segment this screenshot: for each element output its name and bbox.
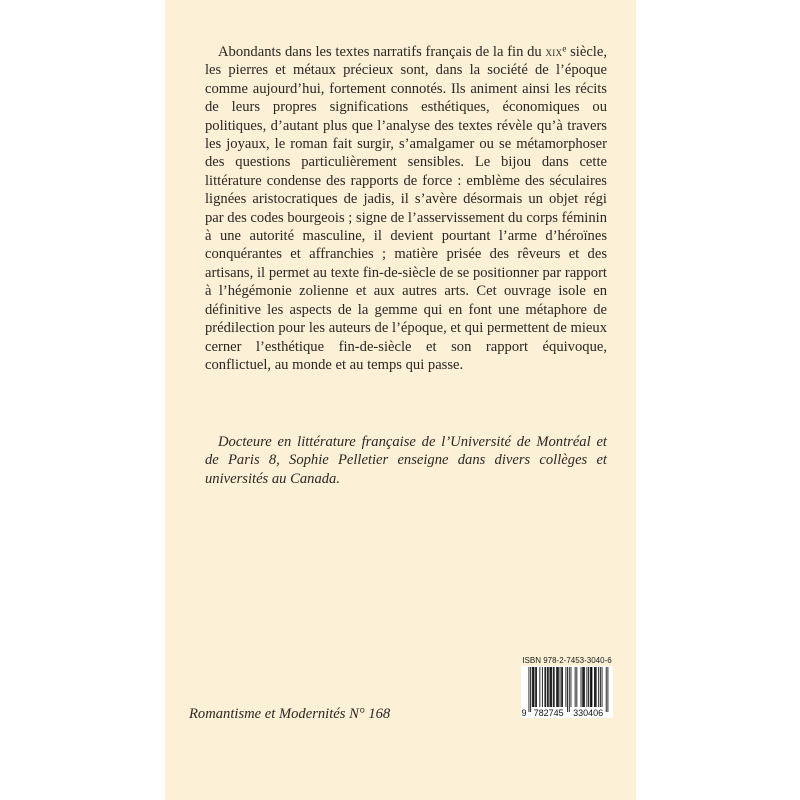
barcode-bar [562, 667, 563, 707]
barcode-bar [588, 667, 589, 707]
barcode-bar [539, 667, 540, 707]
author-bio: Docteure en littérature française de l’Université de Montréal et de Paris 8, Sophie Pelletier enseigne dans divers collèges et universités au Canada. [205, 434, 607, 487]
barcode-bar [532, 667, 533, 707]
barcode-bar [545, 667, 546, 707]
barcode-bar [584, 667, 585, 707]
barcode-bar [529, 667, 530, 712]
barcode-bar [560, 667, 561, 707]
barcode-bar [606, 667, 607, 712]
barcode-bar [596, 667, 597, 707]
barcode-bar [561, 667, 562, 707]
barcode-bar [530, 667, 531, 712]
blurb-text-start: Abondants dans les textes narratifs français de la fin du [218, 44, 546, 60]
barcode-bar [550, 667, 551, 707]
barcode-bar [547, 667, 548, 707]
barcode-bar [544, 667, 545, 707]
barcode-bar [590, 667, 591, 707]
barcode-bar [533, 667, 534, 707]
isbn-barcode [521, 656, 613, 718]
barcode-bar [554, 667, 555, 707]
barcode-digit-first: 9 [521, 708, 527, 718]
barcode-bar [557, 667, 558, 707]
century-superscript: e [562, 43, 567, 54]
barcode-bar [581, 667, 582, 707]
blurb-text-rest: siècle, les pierres et métaux précieux sont, dans la société de l’époque comme aujourd’hui, fortement connotés. Ils animent ainsi les récits de leurs propres significations esthétiques, économiques ou politiques, d’autant plus que l’analyse des textes révèle qu’à travers les joyaux, le roman fait surgir, s’amalgamer ou se métamorphoser des questions particulièrement sensibles. Le bijou dans cette littérature condense des rapports de force : emblème des séculaires lignées aristocratiques de jadis, il s’avère désormais un objet régi par des codes bourgeois ; signe de l’asservissement du corps féminin à une autorité masculine, il devient pourtant l’arme d’héroïnes conquérantes et affranchies ; matière prisée des rêveurs et des artisans, il permet au texte fin-de-siècle de se positionner par rapport à l’hégémonie zolienne et aux autres arts. Cet ouvrage isole en définitive les aspects de la gemme qui en font une métaphore de prédilection pour les auteurs de l’époque, et qui permettent de mieux cerner l’esthétique fin-de-siècle et son rapport équivoque, conflictuel, au monde et au temps qui passe. [205, 44, 607, 373]
isbn-label: ISBN 978-2-7453-3040-6 [522, 656, 612, 665]
barcode-bar [536, 667, 537, 707]
barcode-bar [592, 667, 593, 707]
barcode-bar [569, 667, 570, 712]
barcode-bar [548, 667, 549, 707]
barcode-bar [551, 667, 552, 707]
barcode-digits-right: 330406 [573, 708, 604, 718]
barcode-bar [556, 667, 557, 707]
series-title: Romantisme et Modernités N° 168 [189, 706, 391, 722]
barcode-bar [598, 667, 599, 707]
barcode-bar [558, 667, 559, 707]
barcode-bar [607, 667, 608, 712]
back-cover [165, 0, 636, 800]
barcode-bar [553, 667, 554, 707]
barcode-bar [600, 667, 601, 707]
barcode-bar [575, 667, 576, 707]
century-numeral: xix [545, 44, 563, 59]
barcode-bar [534, 667, 535, 707]
barcode-bar [595, 667, 596, 707]
barcode-bar [586, 667, 587, 707]
barcode-bar [550, 667, 551, 707]
barcode-bar [591, 667, 592, 707]
barcode-bar [602, 667, 603, 707]
barcode-bar [594, 667, 595, 707]
barcode-bar [576, 667, 577, 707]
barcode-bar [571, 667, 572, 707]
barcode-bar [582, 667, 583, 707]
barcode-bar [565, 667, 566, 707]
barcode-bar [583, 667, 584, 707]
blurb-paragraph [205, 43, 607, 374]
barcode-bar [542, 667, 543, 707]
barcode-digits-left: 782745 [533, 708, 564, 718]
barcode-bar [567, 667, 568, 712]
barcode-bar [535, 667, 536, 707]
barcode-graphic [521, 656, 613, 718]
